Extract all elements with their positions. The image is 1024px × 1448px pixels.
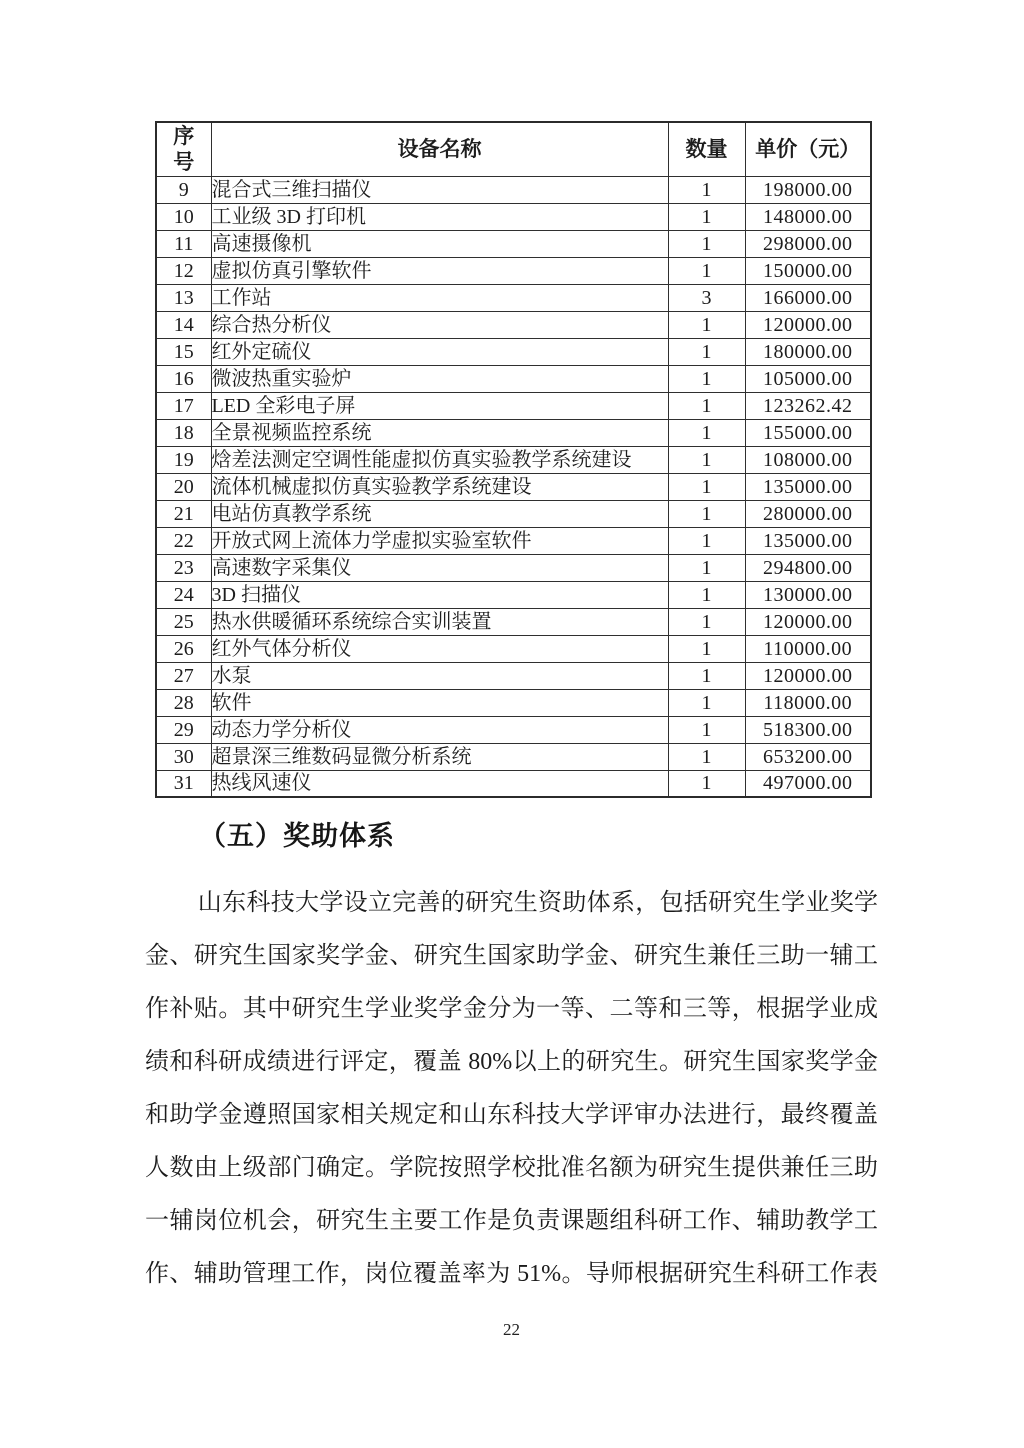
table-row bbox=[156, 635, 871, 662]
table-row bbox=[156, 257, 871, 284]
table-row bbox=[156, 365, 871, 392]
header-equipment-name: 设备名称 bbox=[211, 122, 668, 176]
cell-quantity: 1 bbox=[668, 689, 745, 716]
header-quantity: 数量 bbox=[668, 122, 745, 176]
cell-equipment-name: 热线风速仪 bbox=[211, 770, 668, 797]
table-row bbox=[156, 176, 871, 203]
paragraph-line: 作补贴。其中研究生学业奖学金分为一等、二等和三等，根据学业成 bbox=[145, 996, 878, 1023]
section-heading: （五）奖助体系 bbox=[199, 821, 395, 851]
cell-serial-number: 19 bbox=[156, 446, 211, 473]
cell-equipment-name: 工业级 3D 打印机 bbox=[211, 203, 668, 230]
equipment-table-body bbox=[156, 176, 871, 797]
cell-unit-price: 108000.00 bbox=[745, 446, 871, 473]
body-paragraph bbox=[145, 877, 878, 1301]
cell-serial-number: 11 bbox=[156, 230, 211, 257]
cell-quantity: 1 bbox=[668, 230, 745, 257]
cell-unit-price: 294800.00 bbox=[745, 554, 871, 581]
cell-quantity: 1 bbox=[668, 635, 745, 662]
cell-serial-number: 9 bbox=[156, 176, 211, 203]
table-row bbox=[156, 419, 871, 446]
cell-quantity: 1 bbox=[668, 581, 745, 608]
cell-quantity: 3 bbox=[668, 284, 745, 311]
table-row bbox=[156, 338, 871, 365]
cell-quantity: 1 bbox=[668, 608, 745, 635]
header-serial-number bbox=[156, 122, 211, 176]
cell-quantity: 1 bbox=[668, 365, 745, 392]
table-row bbox=[156, 770, 871, 797]
cell-equipment-name: 3D 扫描仪 bbox=[211, 581, 668, 608]
cell-quantity: 1 bbox=[668, 257, 745, 284]
cell-equipment-name: 红外定硫仪 bbox=[211, 338, 668, 365]
cell-unit-price: 298000.00 bbox=[745, 230, 871, 257]
page-number: 22 bbox=[503, 1320, 520, 1340]
table-row bbox=[156, 392, 871, 419]
cell-unit-price: 120000.00 bbox=[745, 311, 871, 338]
cell-unit-price: 150000.00 bbox=[745, 257, 871, 284]
cell-equipment-name: 混合式三维扫描仪 bbox=[211, 176, 668, 203]
cell-serial-number: 29 bbox=[156, 716, 211, 743]
paragraph-line: 绩和科研成绩进行评定，覆盖 80%以上的研究生。研究生国家奖学金 bbox=[145, 1049, 878, 1076]
cell-equipment-name: 超景深三维数码显微分析系统 bbox=[211, 743, 668, 770]
cell-equipment-name: 水泵 bbox=[211, 662, 668, 689]
cell-serial-number: 13 bbox=[156, 284, 211, 311]
cell-equipment-name: 微波热重实验炉 bbox=[211, 365, 668, 392]
cell-quantity: 1 bbox=[668, 392, 745, 419]
cell-unit-price: 280000.00 bbox=[745, 500, 871, 527]
cell-equipment-name: 全景视频监控系统 bbox=[211, 419, 668, 446]
cell-equipment-name: 开放式网上流体力学虚拟实验室软件 bbox=[211, 527, 668, 554]
cell-equipment-name: 电站仿真教学系统 bbox=[211, 500, 668, 527]
cell-quantity: 1 bbox=[668, 743, 745, 770]
cell-equipment-name: 高速数字采集仪 bbox=[211, 554, 668, 581]
header-unit-price: 单价（元） bbox=[745, 122, 871, 176]
paragraph-line: 作、辅助管理工作，岗位覆盖率为 51%。导师根据研究生科研工作表 bbox=[145, 1261, 878, 1288]
paragraph-line: 一辅岗位机会，研究生主要工作是负责课题组科研工作、辅助教学工 bbox=[145, 1208, 878, 1235]
cell-unit-price: 155000.00 bbox=[745, 419, 871, 446]
cell-unit-price: 120000.00 bbox=[745, 662, 871, 689]
cell-quantity: 1 bbox=[668, 500, 745, 527]
cell-equipment-name: 动态力学分析仪 bbox=[211, 716, 668, 743]
cell-unit-price: 105000.00 bbox=[745, 365, 871, 392]
cell-serial-number: 21 bbox=[156, 500, 211, 527]
cell-serial-number: 10 bbox=[156, 203, 211, 230]
cell-quantity: 1 bbox=[668, 203, 745, 230]
cell-equipment-name: 流体机械虚拟仿真实验教学系统建设 bbox=[211, 473, 668, 500]
cell-serial-number: 25 bbox=[156, 608, 211, 635]
table-row bbox=[156, 581, 871, 608]
cell-equipment-name: 综合热分析仪 bbox=[211, 311, 668, 338]
cell-serial-number: 15 bbox=[156, 338, 211, 365]
cell-quantity: 1 bbox=[668, 770, 745, 797]
cell-serial-number: 26 bbox=[156, 635, 211, 662]
paragraph-line: 人数由上级部门确定。学院按照学校批准名额为研究生提供兼任三助 bbox=[145, 1155, 878, 1182]
cell-serial-number: 30 bbox=[156, 743, 211, 770]
cell-quantity: 1 bbox=[668, 662, 745, 689]
cell-serial-number: 24 bbox=[156, 581, 211, 608]
cell-equipment-name: 虚拟仿真引擎软件 bbox=[211, 257, 668, 284]
cell-equipment-name: 工作站 bbox=[211, 284, 668, 311]
table-row bbox=[156, 284, 871, 311]
table-row bbox=[156, 743, 871, 770]
cell-unit-price: 135000.00 bbox=[745, 527, 871, 554]
table-row bbox=[156, 527, 871, 554]
cell-serial-number: 18 bbox=[156, 419, 211, 446]
table-row bbox=[156, 554, 871, 581]
cell-serial-number: 14 bbox=[156, 311, 211, 338]
cell-unit-price: 166000.00 bbox=[745, 284, 871, 311]
cell-serial-number: 27 bbox=[156, 662, 211, 689]
cell-unit-price: 130000.00 bbox=[745, 581, 871, 608]
cell-equipment-name: 软件 bbox=[211, 689, 668, 716]
cell-quantity: 1 bbox=[668, 527, 745, 554]
cell-equipment-name: LED 全彩电子屏 bbox=[211, 392, 668, 419]
table-row bbox=[156, 662, 871, 689]
paragraph-line: 金、研究生国家奖学金、研究生国家助学金、研究生兼任三助一辅工 bbox=[145, 943, 878, 970]
cell-unit-price: 123262.42 bbox=[745, 392, 871, 419]
cell-serial-number: 28 bbox=[156, 689, 211, 716]
table-row bbox=[156, 473, 871, 500]
table-row bbox=[156, 446, 871, 473]
cell-unit-price: 653200.00 bbox=[745, 743, 871, 770]
paragraph-line: 和助学金遵照国家相关规定和山东科技大学评审办法进行，最终覆盖 bbox=[145, 1102, 878, 1129]
cell-serial-number: 12 bbox=[156, 257, 211, 284]
cell-quantity: 1 bbox=[668, 473, 745, 500]
cell-equipment-name: 高速摄像机 bbox=[211, 230, 668, 257]
cell-unit-price: 110000.00 bbox=[745, 635, 871, 662]
cell-quantity: 1 bbox=[668, 311, 745, 338]
cell-unit-price: 518300.00 bbox=[745, 716, 871, 743]
table-row bbox=[156, 500, 871, 527]
cell-quantity: 1 bbox=[668, 554, 745, 581]
cell-quantity: 1 bbox=[668, 716, 745, 743]
table-row bbox=[156, 311, 871, 338]
cell-equipment-name: 红外气体分析仪 bbox=[211, 635, 668, 662]
table-row bbox=[156, 203, 871, 230]
cell-unit-price: 497000.00 bbox=[745, 770, 871, 797]
cell-serial-number: 17 bbox=[156, 392, 211, 419]
cell-unit-price: 118000.00 bbox=[745, 689, 871, 716]
equipment-table bbox=[155, 121, 872, 798]
header-serial-number-label: 序号 bbox=[173, 124, 195, 175]
cell-unit-price: 180000.00 bbox=[745, 338, 871, 365]
cell-unit-price: 135000.00 bbox=[745, 473, 871, 500]
cell-quantity: 1 bbox=[668, 419, 745, 446]
table-row bbox=[156, 716, 871, 743]
cell-serial-number: 16 bbox=[156, 365, 211, 392]
paragraph-line: 山东科技大学设立完善的研究生资助体系，包括研究生学业奖学 bbox=[197, 890, 878, 917]
cell-equipment-name: 热水供暖循环系统综合实训装置 bbox=[211, 608, 668, 635]
table-row bbox=[156, 230, 871, 257]
cell-equipment-name: 焓差法测定空调性能虚拟仿真实验教学系统建设 bbox=[211, 446, 668, 473]
cell-unit-price: 198000.00 bbox=[745, 176, 871, 203]
table-row bbox=[156, 689, 871, 716]
cell-serial-number: 31 bbox=[156, 770, 211, 797]
cell-serial-number: 23 bbox=[156, 554, 211, 581]
cell-serial-number: 22 bbox=[156, 527, 211, 554]
cell-unit-price: 120000.00 bbox=[745, 608, 871, 635]
cell-quantity: 1 bbox=[668, 176, 745, 203]
cell-serial-number: 20 bbox=[156, 473, 211, 500]
cell-quantity: 1 bbox=[668, 338, 745, 365]
cell-quantity: 1 bbox=[668, 446, 745, 473]
table-row bbox=[156, 608, 871, 635]
cell-unit-price: 148000.00 bbox=[745, 203, 871, 230]
equipment-table-header bbox=[156, 122, 871, 176]
